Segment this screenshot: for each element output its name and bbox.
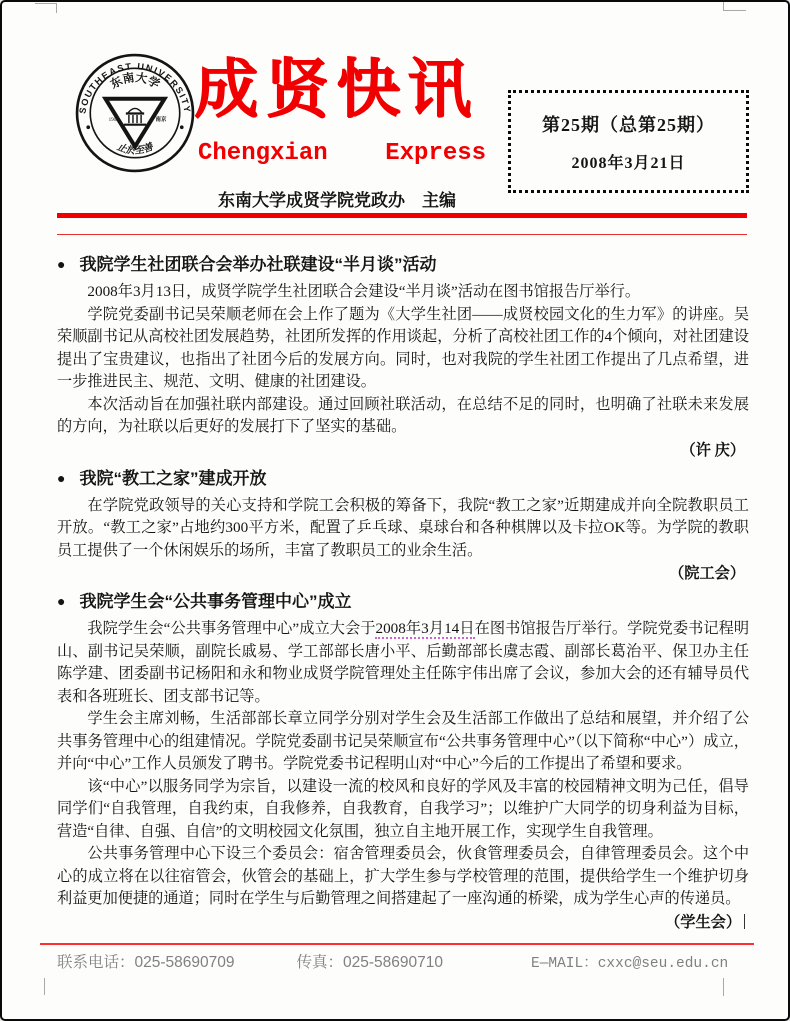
- bullet-icon: ●: [57, 469, 66, 486]
- seal-year: 1902: [108, 117, 119, 124]
- seal-university-name: 东南大学: [108, 71, 162, 92]
- article-2-headline: [57, 465, 749, 493]
- header-rule-thin: [57, 234, 747, 235]
- article-1-headline: [57, 251, 749, 279]
- seal-motto: 止於至善: [115, 141, 155, 157]
- article-1-paragraph: 2008年3月13日，成贤学院学生社团联合会建设“半月谈”活动在图书馆报告厅举行。: [87, 283, 641, 300]
- bullet-icon: ●: [57, 593, 66, 609]
- article-2-headline-text: 我院“教工之家”建成开放: [79, 468, 267, 488]
- seal-dot-left: [86, 125, 90, 129]
- paragraph-text: 我院学生会“公共事务管理中心”成立大会于: [87, 620, 376, 637]
- article-1-byline: （许 庆）: [680, 441, 745, 459]
- seal-ring-text: SOUTHEAST UNIVERSITY: [77, 61, 193, 115]
- seal-city: 南京: [155, 117, 167, 124]
- grammar-checked-date: 2008年3月14日: [375, 620, 475, 637]
- university-seal-logo: [74, 52, 196, 174]
- article-3-headline: [57, 588, 749, 616]
- newsletter-title-cn: 成贤快讯: [194, 52, 478, 127]
- bullet-icon: ●: [57, 256, 66, 272]
- header-rule-thick: [57, 213, 747, 218]
- article-1: [57, 251, 749, 462]
- margin-mark-bottom-left: [44, 978, 45, 995]
- footer-contact-row: [57, 950, 749, 972]
- issue-date: 2008年3月21日: [571, 155, 686, 172]
- paragraph-text: 在图书馆报告厅举行。学院党委书记程明山、副书记吴荣顺，副院长戚易、学工部部长唐小平、后勤部部长虞志霞、副部长葛治平、保卫办主任陈学建、团委副书记杨阳和永和物业成贤学院管理处主任陈宇伟出席了会议，参加大会的还有辅导员代表和各班班长、团支部书记等。: [57, 620, 749, 705]
- article-1-paragraph: 学院党委副书记吴荣顺老师在会上作了题为《大学生社团——成贤校园文化的生力军》的讲座。吴荣顺副书记从高校社团发展趋势，社团所发挥的作用谈起，分析了高校社团工作的4个倾向，对社团建设提出了宝贵建议，也指出了社团今后的发展方向。同时，也对我院的学生社团工作提出了几点希望，进一步推进民主、规范、文明、健康的社团建设。: [57, 305, 749, 390]
- article-3-byline: [57, 911, 749, 934]
- article-3-headline-text: 我院学生会“公共事务管理中心”成立: [79, 592, 352, 611]
- seal-dot-right: [180, 125, 184, 129]
- footer-email: E—MAIL：cxxc@seu.edu.cn: [531, 956, 729, 972]
- article-3-paragraph: 公共事务管理中心下设三个委员会：宿舍管理委员会，伙食管理委员会，自律管理委员会。这个中心的成立将在以往宿管会，伙管会的基础上，扩大学生参与学校管理的范围，提供给学生一个维护切身利益更加便捷的通道；同时在学生与后勤管理之间搭建起了一座沟通的桥梁，成为学生心声的传递员。: [57, 845, 749, 907]
- article-2: [57, 465, 749, 586]
- article-2-byline: （院工会）: [669, 565, 745, 582]
- margin-mark-bottom-right: [723, 978, 724, 996]
- article-1-paragraph: 本次活动旨在加强社联内部建设。通过回顾社联活动，在总结不足的同时，也明确了社联未来发展的方向，为社联以后更好的发展打下了坚实的基础。: [57, 395, 749, 435]
- footer-fax: 传真：025-58690710: [296, 954, 443, 971]
- editor-line: 东南大学成贤学院党政办 主编: [218, 191, 456, 210]
- issue-box: [508, 90, 749, 193]
- article-3-paragraph: [57, 618, 749, 708]
- margin-mark-top-left: [35, 3, 57, 13]
- articles-body: [57, 248, 749, 942]
- article-3-byline-text: （学生会）: [665, 913, 741, 931]
- issue-number: 第25期（总第25期）: [542, 115, 715, 135]
- article-3: [57, 588, 749, 934]
- article-2-paragraph: 在学院党政领导的关心支持和学院工会积极的筹备下，我院“教工之家”近期建成并向全院教职员工开放。“教工之家”占地约300平方米，配置了乒乓球、桌球台和各种棋牌以及卡拉OK等。为学院的教职员工提供了一个休闲娱乐的场所，丰富了教职员工的业余生活。: [57, 496, 749, 559]
- footer-rule: [40, 943, 754, 945]
- article-3-paragraph: 该“中心”以服务同学为宗旨，以建设一流的校风和良好的学风及丰富的校园精神文明为己任，倡导同学们“自我管理，自我约束，自我修养，自我教育，自我学习”；以维护广大同学的切身利益为目标，营造“自律、自强、自信”的文明校园文化氛围，独立自主地开展工作，实现学生自我管理。: [57, 777, 749, 840]
- footer-phone: 联系电话：025-58690709: [57, 954, 235, 971]
- newsletter-title-en: Chengxian Express: [198, 140, 487, 167]
- seal-building-icon: [124, 108, 146, 124]
- article-1-headline-text: 我院学生社团联合会举办社联建设“半月谈”活动: [79, 255, 437, 274]
- article-3-paragraph: 学生会主席刘畅，生活部部长章立同学分别对学生会及生活部工作做出了总结和展望，并介绍了公共事务管理中心的组建情况。学院党委副书记吴荣顺宣布“公共事务管理中心”（以下简称“中心”）成立，并向“中心”工作人员颁发了聘书。学院党委书记程明山对“中心”今后的工作提出了希望和要求。: [57, 710, 749, 772]
- margin-mark-top-right: [723, 2, 746, 11]
- text-cursor: [744, 914, 745, 929]
